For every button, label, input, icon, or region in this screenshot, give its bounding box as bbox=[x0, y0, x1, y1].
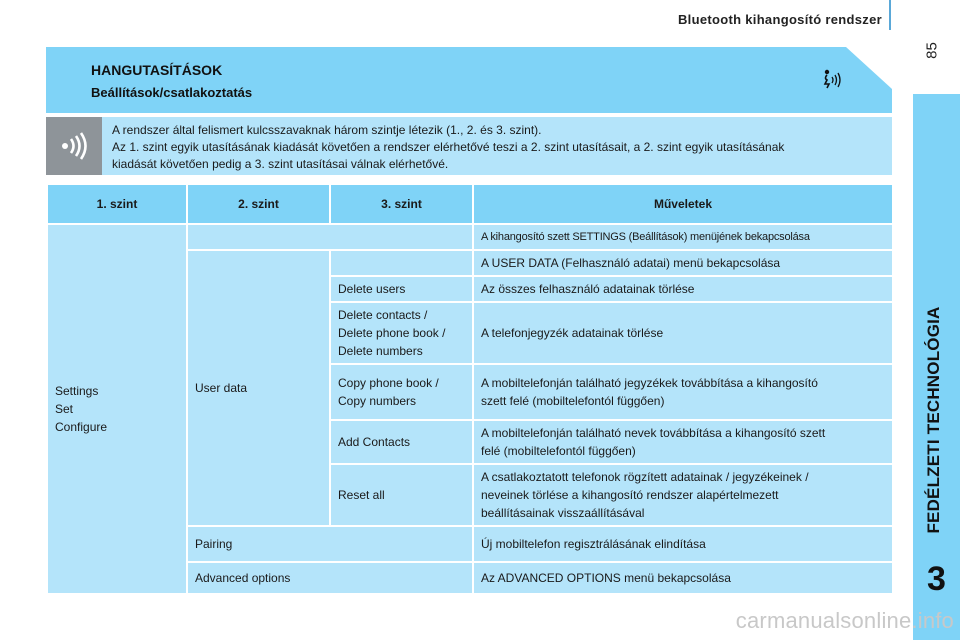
action-cell: Az összes felhasználó adatainak törlése bbox=[473, 276, 893, 302]
level3-cell: Delete users bbox=[330, 276, 473, 302]
action-line: beállításainak visszaállításával bbox=[481, 506, 645, 520]
action-line: felé (mobiltelefontól függően) bbox=[481, 444, 636, 458]
action-cell: Az ADVANCED OPTIONS menü bekapcsolása bbox=[473, 562, 893, 594]
info-line: kiadását követően pedig a 3. szint utasításai válnak elérhetővé. bbox=[112, 157, 449, 171]
action-line: A mobiltelefonján található jegyzékek továbbítása a kihangosító bbox=[481, 376, 818, 390]
action-line: neveinek törlése a kihangosító rendszer alapértelmezett bbox=[481, 488, 779, 502]
voice-command-table bbox=[46, 183, 894, 595]
action-line: szett felé (mobiltelefontól függően) bbox=[481, 394, 665, 408]
level2-cell: Advanced options bbox=[187, 562, 473, 594]
empty-cell bbox=[187, 224, 473, 250]
column-header: 1. szint bbox=[47, 184, 187, 224]
action-cell: A USER DATA (Felhasználó adatai) menü bekapcsolása bbox=[473, 250, 893, 276]
info-text bbox=[112, 122, 884, 173]
action-cell: Új mobiltelefon regisztrálásának elindítása bbox=[473, 526, 893, 562]
level3-cell bbox=[330, 364, 473, 420]
level3-cell: Reset all bbox=[330, 464, 473, 526]
watermark: carmanualsonline.info bbox=[735, 608, 954, 633]
level1-keyword: Configure bbox=[55, 420, 108, 434]
action-cell bbox=[473, 464, 893, 526]
table-row bbox=[47, 224, 893, 250]
action-line: A csatlakoztatott telefonok rögzített adatainak / jegyzékeinek / bbox=[481, 470, 809, 484]
level3-line: Delete phone book / bbox=[338, 326, 446, 340]
empty-cell bbox=[330, 250, 473, 276]
level3-cell bbox=[330, 302, 473, 364]
level1-keyword: Settings bbox=[55, 384, 99, 398]
level3-line: Delete contacts / bbox=[338, 308, 428, 322]
action-cell bbox=[473, 364, 893, 420]
page-subtitle: Beállítások/csatlakoztatás bbox=[91, 85, 253, 100]
column-header: 3. szint bbox=[330, 184, 473, 224]
voice-command-icon bbox=[818, 68, 846, 92]
level2-cell: User data bbox=[187, 250, 330, 526]
level3-line: Copy phone book / bbox=[338, 376, 439, 390]
action-cell bbox=[473, 420, 893, 464]
level3-cell: Add Contacts bbox=[330, 420, 473, 464]
sound-waves-icon bbox=[58, 130, 90, 162]
column-header: 2. szint bbox=[187, 184, 330, 224]
page-title: HANGUTASÍTÁSOK bbox=[91, 62, 223, 78]
chapter-title-text: FEDÉLZETI TECHNOLÓGIA bbox=[924, 306, 943, 534]
title-banner bbox=[46, 47, 892, 113]
column-header: Műveletek bbox=[473, 184, 893, 224]
action-line: A mobiltelefonján található nevek továbbítása a kihangosító szett bbox=[481, 426, 826, 440]
header-divider bbox=[889, 0, 891, 30]
info-line: A rendszer által felismert kulcsszavaknak három szintje létezik (1., 2. és 3. szint). bbox=[112, 123, 542, 137]
section-title: Bluetooth kihangosító rendszer bbox=[677, 12, 882, 27]
level2-cell: Pairing bbox=[187, 526, 473, 562]
level1-keyword: Set bbox=[55, 402, 74, 416]
level1-cell bbox=[47, 224, 187, 594]
table-header-row bbox=[47, 184, 893, 224]
action-cell: A telefonjegyzék adatainak törlése bbox=[473, 302, 893, 364]
info-line: Az 1. szint egyik utasításának kiadását követően a rendszer elérhetővé teszi a 2. szint utasításait, a 2. szint egyik utasításának bbox=[112, 140, 785, 154]
page-number: 85 bbox=[923, 42, 941, 59]
action-cell: A kihangosító szett SETTINGS (Beállítások) menüjének bekapcsolása bbox=[473, 224, 893, 250]
chapter-number: 3 bbox=[927, 560, 946, 598]
level3-line: Copy numbers bbox=[338, 394, 417, 408]
level3-line: Delete numbers bbox=[338, 344, 423, 358]
